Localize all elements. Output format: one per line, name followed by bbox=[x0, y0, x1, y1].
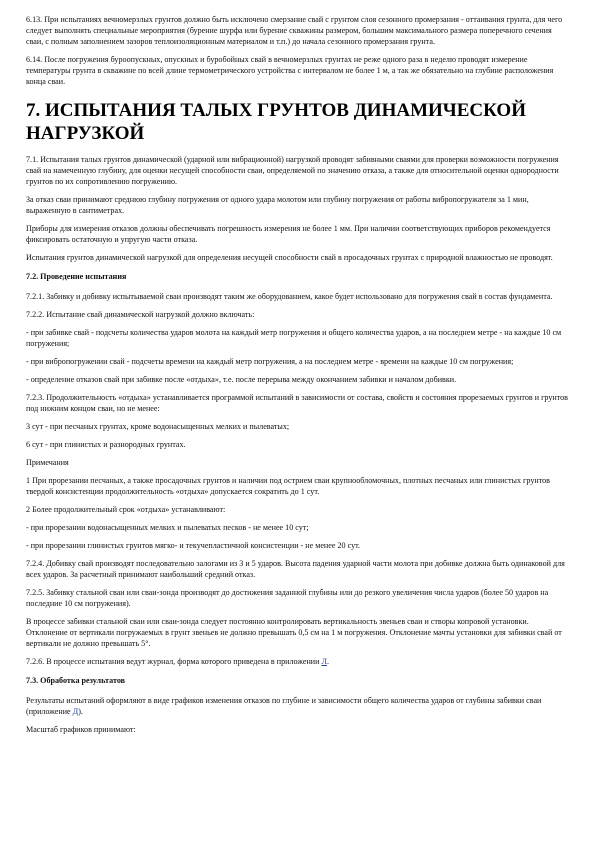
list-item-20-sut: - при прорезании глинистых грунтов мягко- и текучепластичной консистенции - не менее 20 сут. bbox=[26, 541, 361, 550]
paragraph-7-2-6 bbox=[26, 656, 569, 667]
notes-heading: Примечания bbox=[26, 458, 69, 467]
paragraph-7-2-2: 7.2.2. Испытание свай динамической нагрузкой должно включать: bbox=[26, 310, 255, 319]
note-2: 2 Более продолжительный срок «отдыха» устанавливают: bbox=[26, 505, 226, 514]
paragraph-kontrol: В процессе забивки стальной сваи или сваи-зонда следует постоянно контролировать вертикальность звеньев сваи и створы копровой установки. Отклонение от вертикали погружаемых в грунт звеньев не должно превышать 0,5 см на 1 м погружения. Отклонение мачты установки для забивки свай от вертикали не должно превышать 5°. bbox=[26, 617, 562, 648]
paragraph-results-text: Результаты испытаний оформляют в виде графиков изменения отказов по глубине и зависимости общего количества ударов от глубины забивки сваи (приложение bbox=[26, 696, 542, 716]
appendix-l-link[interactable]: Л bbox=[321, 657, 327, 666]
paragraph-7-2-5: 7.2.5. Забивку стальной сваи или сваи-зонда производят до достижения заданной глубины или до резкого увеличения числа ударов (более 50 ударов на последние 10 см погружения). bbox=[26, 588, 549, 608]
section-7-heading: 7. ИСПЫТАНИЯ ТАЛЫХ ГРУНТОВ ДИНАМИЧЕСКОЙ НАГРУЗКОЙ bbox=[26, 100, 526, 144]
list-item-10-sut: - при прорезании водонасыщенных мелких и пылеватых песков - не менее 10 сут; bbox=[26, 523, 309, 532]
list-item-6-sut: 6 сут - при глинистых и разнородных грунтах. bbox=[26, 440, 186, 449]
subsection-7-3-heading: 7.3. Обработка результатов bbox=[26, 676, 126, 685]
paragraph-7-2-4: 7.2.4. Добивку свай производят последовательно залогами из 3 и 5 ударов. Высота падения ударной части молота при добивке должна быть одинаковой для всех ударов. За расчетный принимают наибольший средний отказ. bbox=[26, 559, 565, 579]
paragraph-results bbox=[26, 695, 569, 717]
list-item-otkazy: - определение отказов свай при забивке после «отдыха», т.е. после перерыва между окончанием забивки и началом добивки. bbox=[26, 375, 457, 384]
list-item-vibropogruzhenie: - при вибропогружении свай - подсчеты времени на каждый метр погружения, а на последнем метре - времени на каждые 10 см погружения; bbox=[26, 357, 514, 366]
paragraph-results-end: ). bbox=[78, 707, 83, 716]
paragraph-masshtab: Масштаб графиков принимают: bbox=[26, 725, 136, 734]
paragraph-otkaz-definition: За отказ сваи принимают среднюю глубину погружения от одного удара молотом или глубину погружения от работы вибропогружателя за 1 мин, выраженную в сантиметрах. bbox=[26, 195, 529, 215]
appendix-d-link[interactable]: Д bbox=[72, 707, 79, 716]
subsection-7-2-heading: 7.2. Проведение испытания bbox=[26, 272, 127, 281]
paragraph-6-14: 6.14. После погружения буроопускных, опускных и буробойных свай в вечномерзлых грунтах не реже одного раза в неделю проводят измерение температуры грунта в скважине по всей длине термометрического устройства с интервалом не более 1 м, а так же обязательно на глубине расположения конца сваи. bbox=[26, 55, 554, 86]
paragraph-7-2-6-end: . bbox=[326, 657, 329, 666]
document-page bbox=[26, 14, 569, 742]
paragraph-6-13: 6.13. При испытаниях вечномерзлых грунтов должно быть исключено смерзание свай с грунтом слоя сезонного промерзания - оттаивания грунта, для чего следует выполнять специальные мероприятия (бурение шурфа или бурение скважины размером, большим максимального размера поперечного сечения сваи, с полным заполнением зазоров теплоизоляционным материалом и т.п.) до начала сезонного промерзания грунта. bbox=[26, 15, 563, 46]
paragraph-7-2-1: 7.2.1. Забивку и добивку испытываемой сваи производят таким же оборудованием, какое будет использовано для погружения свай в состав фундамента. bbox=[26, 292, 553, 301]
paragraph-7-2-6-text: 7.2.6. В процессе испытания ведут журнал, форма которого приведена в приложении bbox=[26, 657, 322, 666]
paragraph-7-2-3: 7.2.3. Продолжительность «отдыха» устанавливается программой испытаний в зависимости от состава, свойств и состояния прорезаемых грунтов и грунтов под нижним концом сваи, но не менее: bbox=[26, 393, 569, 413]
list-item-3-sut: 3 сут - при песчаных грунтах, кроме водонасыщенных мелких и пылеватых; bbox=[26, 422, 290, 431]
note-1: 1 При прорезании песчаных, а также просадочных грунтов и наличии под острием сваи крупнообломочных, плотных песчаных или глинистых грунтов твердой консистенции продолжительность «отдыха» допускается сократить до 1 сут. bbox=[26, 476, 550, 496]
paragraph-7-1: 7.1. Испытания талых грунтов динамической (ударной или вибрационной) нагрузкой проводят забивными сваями для проверки возможности погружения свай на намеченную глубину, для оценки несущей способности сваи, определяемой по значению отказа, а также для относительной оценки однородности грунтов по их сопротивлению погружению. bbox=[26, 155, 559, 186]
list-item-zabivka: - при забивке свай - подсчеты количества ударов молота на каждый метр погружения и общего количества ударов, а на последнем метре - на каждые 10 см погружения; bbox=[26, 328, 562, 348]
paragraph-pribory: Приборы для измерения отказов должны обеспечивать погрешность измерения не более 1 мм. При наличии соответствующих приборов рекомендуется фиксировать остаточную и упругую части отказа. bbox=[26, 224, 551, 244]
paragraph-prosadochnye: Испытания грунтов динамической нагрузкой для определения несущей способности свай в просадочных грунтах с природной влажностью не проводят. bbox=[26, 253, 553, 262]
